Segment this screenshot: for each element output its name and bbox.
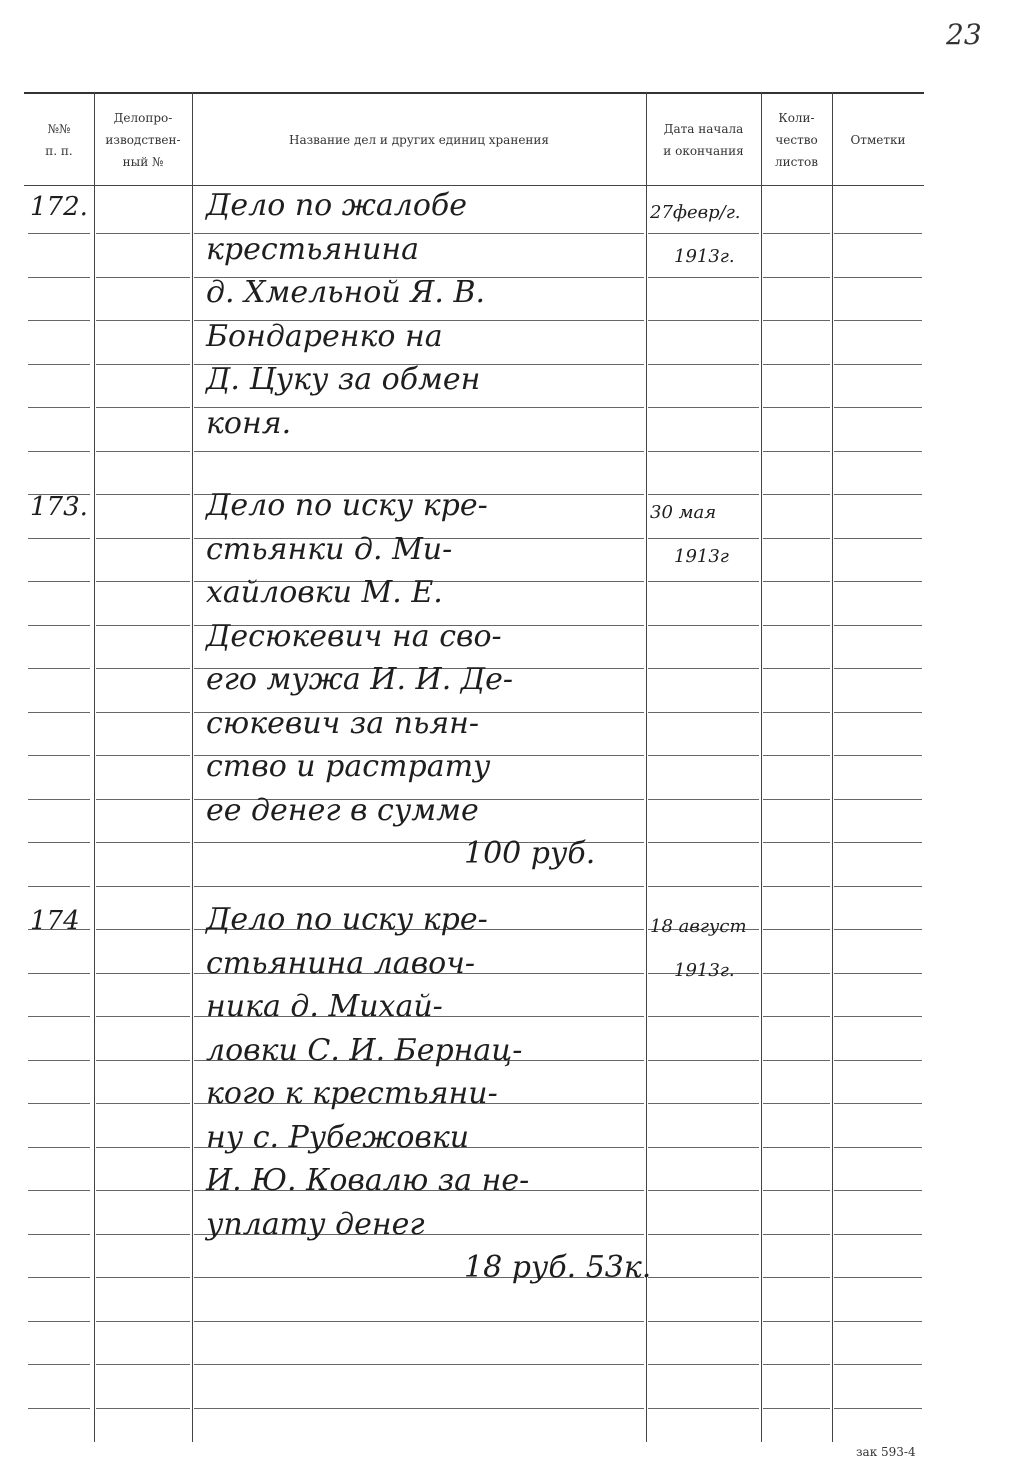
ruled-line <box>28 1408 90 1409</box>
ruled-line <box>763 799 830 800</box>
ruled-line <box>28 668 90 669</box>
ruled-line <box>194 1321 644 1322</box>
ruled-line <box>763 1321 830 1322</box>
entry-title-line: И. Ю. Ковалю за не- <box>206 1163 530 1198</box>
ruled-line <box>834 842 922 843</box>
ruled-line <box>28 755 90 756</box>
entry-title-line: ловки С. И. Бернац- <box>206 1032 523 1068</box>
entry-date-line: 1913г. <box>674 959 735 981</box>
entry-date-line: 1913г. <box>674 245 735 267</box>
table-top-rule <box>24 92 924 94</box>
ruled-line <box>834 1364 922 1365</box>
entry-title-line: уплату денег <box>206 1206 425 1242</box>
ruled-line <box>96 1147 190 1148</box>
entry-title-line: Дело по жалобе <box>206 188 467 223</box>
ruled-line <box>648 494 759 495</box>
entry-title-line: крестьянина <box>206 231 420 267</box>
ruled-line <box>834 799 922 800</box>
ruled-line <box>648 1364 759 1365</box>
ruled-line <box>96 1103 190 1104</box>
ruled-line <box>96 494 190 495</box>
column-divider <box>94 92 95 1442</box>
entry-number: 173. <box>30 492 88 522</box>
entry-title-line: Дело по иску кре- <box>206 902 488 937</box>
ruled-line <box>834 886 922 887</box>
entry-title-line: Бондаренко на <box>206 318 443 354</box>
ruled-line <box>96 668 190 669</box>
ruled-line <box>28 277 90 278</box>
ruled-line <box>834 1016 922 1017</box>
ruled-line <box>28 1147 90 1148</box>
ruled-line <box>763 973 830 974</box>
ruled-line <box>648 625 759 626</box>
header-number: №№ п. п. <box>45 122 73 158</box>
ruled-line <box>834 1277 922 1278</box>
header-sheets: Коли- чество листов <box>775 111 818 169</box>
entry-number: 172. <box>30 192 88 222</box>
ruled-line <box>96 1190 190 1191</box>
ruled-line <box>648 364 759 365</box>
ruled-line <box>648 1147 759 1148</box>
header-dates: Дата начала и окончания <box>663 122 744 158</box>
entry-title-line: Десюкевич на сво- <box>206 618 502 654</box>
ruled-line <box>834 712 922 713</box>
ruled-line <box>834 451 922 452</box>
ruled-line <box>834 320 922 321</box>
ruled-line <box>834 1190 922 1191</box>
ruled-line <box>763 581 830 582</box>
ruled-line <box>763 1147 830 1148</box>
ruled-line <box>834 494 922 495</box>
ruled-line <box>648 668 759 669</box>
ruled-line <box>28 886 90 887</box>
ruled-line <box>96 1321 190 1322</box>
ruled-line <box>763 233 830 234</box>
entry-title-line: 100 руб. <box>464 836 596 871</box>
ruled-line <box>834 625 922 626</box>
entry-date-line: 1913г <box>674 545 729 567</box>
ruled-line <box>763 1190 830 1191</box>
ruled-line <box>28 712 90 713</box>
ruled-line <box>834 755 922 756</box>
ruled-line <box>834 1147 922 1148</box>
ruled-line <box>834 407 922 408</box>
ruled-line <box>96 320 190 321</box>
ruled-line <box>96 1016 190 1017</box>
ruled-line <box>96 712 190 713</box>
ruled-line <box>28 233 90 234</box>
ruled-line <box>96 1408 190 1409</box>
ruled-line <box>96 538 190 539</box>
ruled-line <box>96 581 190 582</box>
ruled-line <box>834 973 922 974</box>
entry-title-line: его мужа И. И. Де- <box>206 662 514 697</box>
entry-title-line: стьянки д. Ми- <box>206 531 453 567</box>
ruled-line <box>96 233 190 234</box>
ruled-line <box>28 538 90 539</box>
ruled-line <box>763 1234 830 1235</box>
ruled-line <box>834 277 922 278</box>
ruled-line <box>763 755 830 756</box>
ruled-line <box>763 1103 830 1104</box>
ruled-line <box>28 1277 90 1278</box>
ruled-line <box>834 1408 922 1409</box>
ruled-line <box>648 1408 759 1409</box>
ruled-line <box>28 799 90 800</box>
ruled-line <box>96 1364 190 1365</box>
ruled-line <box>648 1234 759 1235</box>
ruled-line <box>763 320 830 321</box>
ruled-line <box>648 538 759 539</box>
entry-title-line: ника д. Михай- <box>206 989 443 1024</box>
ruled-line <box>648 1190 759 1191</box>
ruled-line <box>96 364 190 365</box>
ruled-line <box>28 1060 90 1061</box>
ruled-line <box>96 842 190 843</box>
entry-date-line: 30 мая <box>650 502 717 523</box>
ruled-line <box>28 407 90 408</box>
ruled-line <box>96 1234 190 1235</box>
ruled-line <box>763 451 830 452</box>
ruled-line <box>763 277 830 278</box>
ruled-line <box>834 1103 922 1104</box>
ruled-line <box>648 1321 759 1322</box>
ruled-line <box>194 1364 644 1365</box>
ruled-line <box>648 1060 759 1061</box>
ruled-line <box>96 625 190 626</box>
ruled-line <box>834 364 922 365</box>
ruled-line <box>28 842 90 843</box>
ruled-line <box>28 320 90 321</box>
entry-title-line: 18 руб. 53к. <box>464 1250 652 1285</box>
ruled-line <box>96 277 190 278</box>
ruled-line <box>763 407 830 408</box>
ruled-line <box>834 1234 922 1235</box>
entry-title-line: Дело по иску кре- <box>206 488 488 523</box>
order-code: зак 593-4 <box>856 1445 916 1459</box>
ruled-line <box>28 451 90 452</box>
header-title: Название дел и других единиц хранения <box>288 133 549 147</box>
page-number: 23 <box>946 18 982 51</box>
entry-date-line: 18 август <box>650 916 747 937</box>
ruled-line <box>96 799 190 800</box>
header-office-number: Делопро- изводствен- ный № <box>105 111 181 169</box>
ruled-line <box>763 886 830 887</box>
entry-title-line: коня. <box>206 405 292 441</box>
column-divider <box>646 92 647 1442</box>
entry-title-line: ство и растрату <box>206 749 491 784</box>
ruled-line <box>648 886 759 887</box>
ruled-line <box>763 1060 830 1061</box>
column-divider <box>761 92 762 1442</box>
ruled-line <box>763 538 830 539</box>
ruled-line <box>28 1190 90 1191</box>
ruled-line <box>763 625 830 626</box>
ruled-line <box>763 929 830 930</box>
ruled-line <box>648 799 759 800</box>
entry-title-line: сюкевич за пьян- <box>206 705 480 741</box>
ruled-line <box>763 712 830 713</box>
ruled-line <box>28 364 90 365</box>
column-divider <box>192 92 193 1442</box>
ruled-line <box>648 755 759 756</box>
ruled-line <box>194 1408 644 1409</box>
ruled-line <box>28 625 90 626</box>
ruled-line <box>834 233 922 234</box>
ruled-line <box>763 1364 830 1365</box>
entry-title-line: д. Хмельной Я. В. <box>206 275 486 310</box>
ruled-line <box>28 1234 90 1235</box>
ruled-line <box>28 1016 90 1017</box>
entry-title-line: ее денег в сумме <box>206 792 479 828</box>
ruled-line <box>834 1060 922 1061</box>
ruled-line <box>648 451 759 452</box>
ruled-line <box>648 1277 759 1278</box>
ruled-line <box>96 407 190 408</box>
ruled-line <box>763 1016 830 1017</box>
ruled-line <box>763 668 830 669</box>
ruled-line <box>648 277 759 278</box>
ruled-line <box>28 1321 90 1322</box>
ruled-line <box>763 842 830 843</box>
ruled-line <box>834 581 922 582</box>
entry-title-line: стьянина лавоч- <box>206 945 476 981</box>
ruled-line <box>96 1060 190 1061</box>
ruled-line <box>194 451 644 452</box>
ruled-line <box>648 1103 759 1104</box>
table-header-rule <box>24 185 924 186</box>
ruled-line <box>96 929 190 930</box>
entry-number: 174 <box>30 906 80 936</box>
ruled-line <box>28 1103 90 1104</box>
ruled-line <box>763 1277 830 1278</box>
ruled-line <box>194 886 644 887</box>
ruled-line <box>96 886 190 887</box>
ruled-line <box>96 973 190 974</box>
ruled-line <box>648 320 759 321</box>
ruled-line <box>648 842 759 843</box>
ruled-line <box>648 233 759 234</box>
ruled-line <box>648 407 759 408</box>
column-divider <box>832 92 833 1442</box>
entry-title-line: Д. Цуку за обмен <box>206 362 481 397</box>
ruled-line <box>28 1364 90 1365</box>
ruled-line <box>648 712 759 713</box>
ruled-line <box>28 973 90 974</box>
inventory-table <box>24 92 924 1442</box>
ruled-line <box>834 668 922 669</box>
ruled-line <box>28 581 90 582</box>
ruled-line <box>763 494 830 495</box>
entry-title-line: кого к крестьяни- <box>206 1076 498 1111</box>
header-notes: Отметки <box>850 133 906 147</box>
ruled-line <box>834 929 922 930</box>
ruled-line <box>96 1277 190 1278</box>
entry-title-line: ну с. Рубежовки <box>206 1119 470 1155</box>
entry-title-line: хайловки М. Е. <box>206 575 443 610</box>
ruled-line <box>96 451 190 452</box>
ruled-line <box>834 1321 922 1322</box>
ruled-line <box>834 538 922 539</box>
ruled-line <box>763 1408 830 1409</box>
ruled-line <box>96 755 190 756</box>
ruled-line <box>648 1016 759 1017</box>
ruled-line <box>763 364 830 365</box>
entry-date-line: 27февр/г. <box>650 202 741 223</box>
ruled-line <box>648 581 759 582</box>
